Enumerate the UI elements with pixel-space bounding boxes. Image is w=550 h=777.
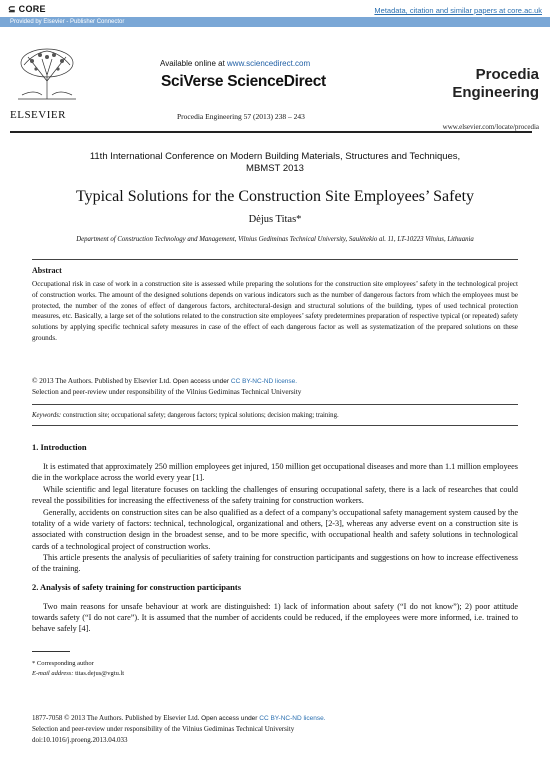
analysis-paragraph-1: Two main reasons for unsafe behaviour at work are distinguished: 1) lack of information about safety (“I do not know”); 2) poor attitude towards safety (“I do not care”). It is assumed that the number of accidents could be reduced, if the employees were more informed, i.e. trained to behave safely [4]. [32,602,518,634]
publisher-name: ELSEVIER [10,109,66,121]
keywords-top-rule [32,404,518,405]
conference-line2: MBMST 2013 [246,163,304,174]
license-link[interactable]: CC BY-NC-ND license. [230,378,298,385]
intro-paragraph-1: It is estimated that approximately 250 million employees get injured, 150 million get occupational diseases and more than 1.1 million employees die in the workplace across the world every year [1]. [32,462,518,483]
keywords-list: construction site; occupational safety; dangerous factors; typical solutions; decision making; training. [61,412,339,419]
core-logo[interactable]: ⊆ CORE [8,4,46,14]
provided-by-text[interactable]: Provided by Elsevier - Publisher Connector [10,18,125,25]
email-address[interactable]: titas.dejus@vgtu.lt [73,670,125,677]
open-access-text: Open access under [172,378,231,385]
platform-name: SciVerse ScienceDirect [161,73,326,90]
sciencedirect-url[interactable]: www.sciencedirect.com [227,59,311,68]
article-author: Dėjus Titas* [248,214,302,225]
footer-license-link[interactable]: CC BY-NC-ND license. [259,715,326,722]
keywords [32,412,518,419]
abstract-text: Occupational risk in case of work in a construction site is assessed while preparing the solutions for the construction site employees’ safety in the technological project of construction works. The amount of the designed solutions depends on various indicators such as the number of dangerous factors from which the employees must be protected, the number of the zones of effect of dangerous factors, architectural-design and structural solutions of the building, types of used technical protection measures, etc. Basically, a large set of the solutions related to the construction site employees’ safety predetermines preparation of respective typical (or repeated) safety solutions by applying specific technical safety measures in case of the effect of each dangerous factor as well as systematization of the prepared solutions on these grounds. [32,280,518,342]
journal-title-line1: Procedia [475,66,539,83]
core-icon: ⊆ [8,4,19,14]
copyright-line [32,377,297,385]
conference-line1: 11th International Conference on Modern Building Materials, Structures and Techniques, [89,151,461,162]
footer-peer-review: Selection and peer-review under responsibility of the Vilnius Gediminas Technical University [32,725,295,733]
intro-paragraph-3: Generally, accidents on construction sites can be also qualified as a defect of a company’s occupational safety management system caused by the totality of a wide variety of factors: technical, technological, organizational and others, [2-3], whereas any adverse event on a construction site is associated with construction design in the broadest sense, and to be more specific, with occupational health and safety solutions in technological cards of a technological project of construction works. [32,508,518,551]
journal-reference: Procedia Engineering 57 (2013) 238 – 243 [177,112,305,121]
footer-doi[interactable]: doi:10.1016/j.proeng.2013.04.033 [32,736,128,744]
section-heading-analysis: 2. Analysis of safety training for construction participants [32,582,242,592]
conference-name [60,151,490,175]
available-online [160,59,310,68]
footer-copyright-text: 1877-7058 © 2013 The Authors. Published by Elsevier Ltd. [32,714,202,722]
abstract-top-rule [32,259,518,260]
intro-paragraph-2: While scientific and legal literature focuses on tackling the challenges of ensuring occupational safety, there is a lack of researches that could reveal the possibilities for increasing the effectiveness of the safety training for construction workers. [32,485,518,506]
copyright-text: © 2013 The Authors. Published by Elsevier Ltd. [32,377,173,385]
journal-title-line2: Engineering [452,84,539,101]
email-label: E-mail address: [32,670,74,677]
journal-url[interactable]: www.elsevier.com/locate/procedia [442,123,539,131]
abstract-heading: Abstract [32,266,62,275]
footnote-rule [32,651,70,652]
footer-open-access-text: Open access under [201,715,260,722]
author-email [32,670,124,677]
elsevier-tree-logo [14,45,80,101]
journal-title [452,66,539,102]
author-affiliation: Department of Construction Technology and Management, Vilnius Gediminas Technical University, Saulėtekio al. 11, LT-10223 Vilnius, Lithuania [76,236,474,243]
available-prefix: Available online at [160,59,228,68]
intro-paragraph-4: This article presents the analysis of peculiarities of safety training for construction participants and suggestions on how to increase effectiveness of the training. [32,553,518,574]
footer-copyright [32,714,326,722]
keywords-bottom-rule [32,425,518,426]
section-heading-introduction: 1. Introduction [32,442,87,452]
header-divider [10,131,532,133]
peer-review-line: Selection and peer-review under responsibility of the Vilnius Gediminas Technical University [32,388,302,396]
keywords-label: Keywords: [32,412,62,419]
corresponding-author: * Corresponding author [32,660,94,667]
core-metadata-link[interactable]: Metadata, citation and similar papers at core.ac.uk [374,6,542,15]
article-title: Typical Solutions for the Construction Site Employees’ Safety [75,188,475,205]
